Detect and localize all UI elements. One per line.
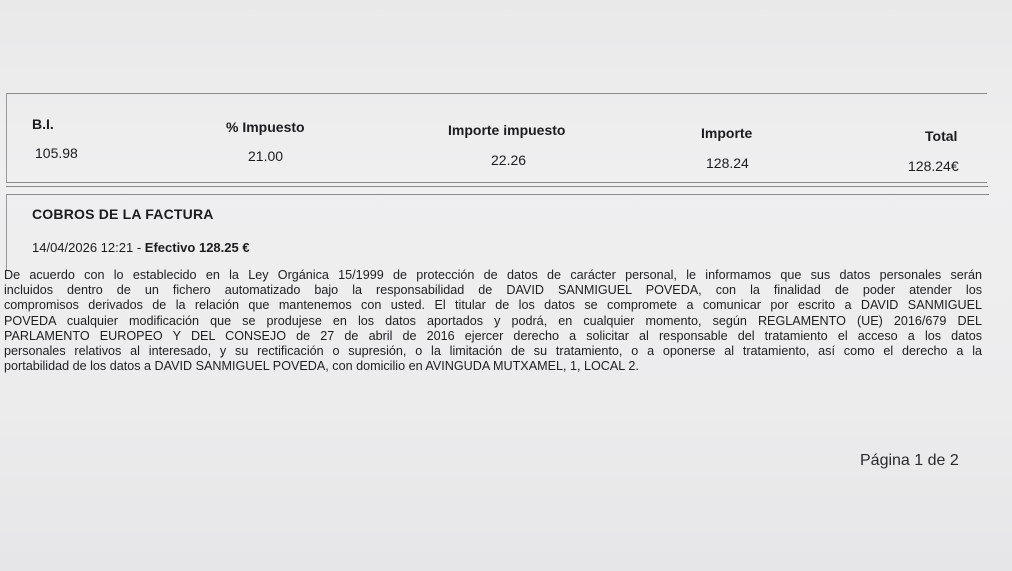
value-pct-impuesto: 21.00 xyxy=(248,148,284,164)
value-importe-impuesto: 22.26 xyxy=(491,152,527,168)
value-importe: 128.24 xyxy=(706,155,749,171)
header-pct-impuesto: % Impuesto xyxy=(226,119,305,135)
privacy-line: POVEDA cualquier modificación que se produjese en los datos aportados y podrá, en cualquier momento, según REGLAMENTO (UE) 2016/679 DEL xyxy=(4,313,982,328)
value-bi: 105.98 xyxy=(35,145,78,161)
payments-section xyxy=(6,194,989,271)
payment-datetime: 14/04/2026 12:21 - xyxy=(32,240,142,255)
privacy-line: portabilidad de los datos a DAVID SANMIGUEL POVEDA, con domicilio en AVINGUDA MUTXAMEL, 1, LOCAL 2. xyxy=(4,359,639,374)
header-importe: Importe xyxy=(701,125,753,141)
payments-title: COBROS DE LA FACTURA xyxy=(32,206,214,222)
divider-rule xyxy=(6,186,988,187)
header-bi: B.I. xyxy=(32,116,54,132)
privacy-line: De acuerdo con lo establecido en la Ley Orgánica 15/1999 de protección de datos de carácter personal, le informamos que sus datos personales serán xyxy=(4,268,982,282)
page-number: Página 1 de 2 xyxy=(860,452,959,469)
header-total: Total xyxy=(925,128,958,144)
privacy-notice xyxy=(4,268,982,374)
privacy-line: PARLAMENTO EUROPEO Y DEL CONSEJO de 27 de abril de 2016 ejercer derecho a solicitar al responsable del tratamiento el acceso a los datos xyxy=(4,328,982,343)
totals-table xyxy=(6,93,987,183)
privacy-line: incluidos dentro de un fichero automatizado bajo la responsabilidad de DAVID SANMIGUEL POVEDA, con la finalidad de poder atender los xyxy=(4,283,982,298)
privacy-line: personales relativos al interesado, y su rectificación o supresión, o la limitación de su tratamiento, o a oponerse al tratamiento, así como el derecho a la xyxy=(4,344,982,359)
payment-amount: Efectivo 128.25 € xyxy=(144,240,250,255)
header-importe-impuesto: Importe impuesto xyxy=(448,122,566,138)
payment-entry xyxy=(32,240,250,255)
privacy-line: compromisos derivados de la relación que mantenemos con usted. El titular de los datos se compromete a comunicar por escrito a DAVID SANMIGUEL xyxy=(4,298,982,313)
value-total: 128.24€ xyxy=(908,158,959,174)
